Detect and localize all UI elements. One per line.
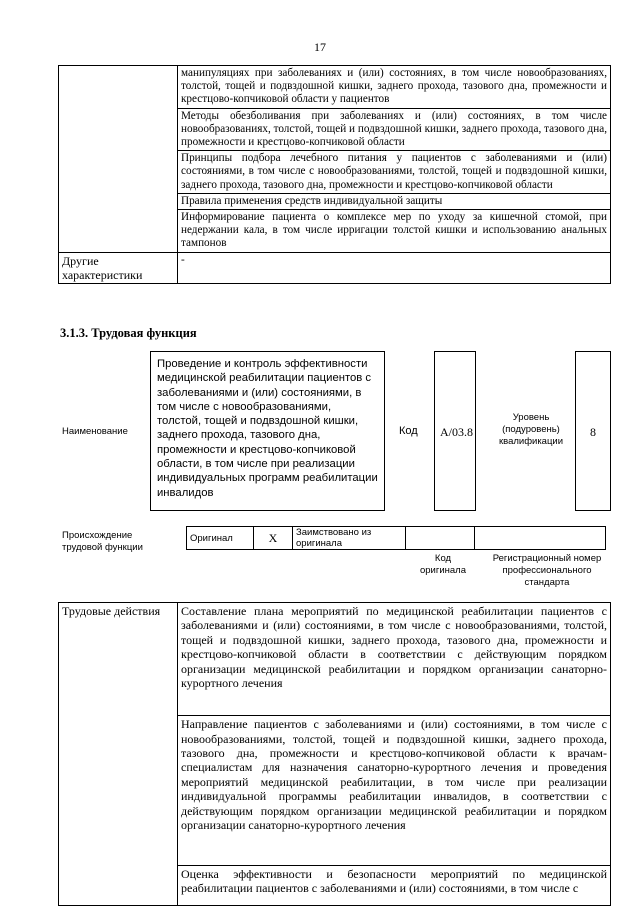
actions-table [58,602,611,906]
table-row [59,252,611,283]
section-title: 3.1.3. Трудовая функция [60,326,197,340]
name-label: Наименование [62,426,128,437]
table-cell: Составление плана мероприятий по медицинской реабилитации пациентов с заболеваниями и (или) состояниями, в том числе с новообразованиями, толстой, тощей и подвздошной кишки, заднего прохода, тазового дна, промежности и крестцово-копчиковой области в соответствии с действующим порядком организации медицинской реабилитации и порядком организации санаторно-курортного лечения [178,603,611,716]
function-name-box: Проведение и контроль эффективности медицинской реабилитации пациентов с заболеваниями и (или) состояниями, в том числе с новообразованиями, толстой, тощей и подвздошной кишки, заднего прохода, тазового дна, промежности и крестцово-копчиковой области, в том числе при реализации индивидуальных программ реабилитации инвалидов [150,351,385,511]
other-characteristics-label: Другие характеристики [59,252,178,283]
original-label: Оригинал [187,527,254,550]
origin-label: Происхождение трудовой функции [62,530,143,553]
table-row [59,66,611,109]
table-cell: Оценка эффективности и безопасности мероприятий по медицинской реабилитации пациентов с заболеваниями и (или) состояниями, в том числе с [178,865,611,905]
origin-table [186,526,606,550]
level-value: 8 [590,425,596,439]
code-value: А/03.8 [440,425,473,439]
continuation-table [58,65,611,284]
actions-label-text: Трудовые действия [62,604,161,618]
table-cell: Информирование пациента о комплексе мер по уходу за кишечной стомой, при недержании кала, в том числе ирригации толстой кишки и использованию анальных тампонов [178,210,611,253]
registration-caption: Регистрационный номер профессионального стандарта [492,553,602,588]
level-label: Уровень (подуровень) квалификации [498,412,564,447]
table-cell: Правила применения средств индивидуальной защиты [178,193,611,209]
table-cell: Методы обезболивания при заболеваниях и (или) состояниях, в том числе новообразованиях, толстой, тощей и подвздошной кишки, заднего прохода, тазового дна, промежности и крестцово-копчиковой области [178,108,611,151]
original-mark: X [254,527,293,550]
other-characteristics-value: - [178,252,611,283]
borrowed-label: Заимствовано из оригинала [293,527,406,550]
empty-label-cell [59,66,178,253]
original-code-cell [406,527,475,550]
table-cell: Направление пациентов с заболеваниями и (или) состояниями, в том числе с новообразованиями, толстой, тощей и подвздошной кишки, заднего прохода, тазового дна, промежности и крестцово-копчиковой области к врачам-специалистам для назначения санаторно-курортного лечения и проведения мероприятий медицинской реабилитации, в том числе при реализации индивидуальной программы реабилитации инвалидов, в соответствии с действующим порядком организации медицинской реабилитации и порядком организации санаторно-курортного лечения [178,716,611,866]
code-label: Код [399,425,418,437]
actions-label [59,603,178,906]
code-caption: Код оригинала [419,553,466,576]
page-number: 17 [314,40,326,54]
table-cell: Принципы подбора лечебного питания у пациентов с заболеваниями и (или) состояниями, в том числе с новообразованиями, толстой, тощей и подвздошной кишки, заднего прохода, тазового дна, промежности и крестцово-копчиковой области [178,151,611,194]
registration-number-cell [475,527,606,550]
table-row [59,603,611,716]
table-cell: манипуляциях при заболеваниях и (или) состояниях, в том числе новообразованиях, толстой, тощей и подвздошной кишки, заднего прохода, тазового дна, промежности и крестцово-копчиковой области у пациентов [178,66,611,109]
